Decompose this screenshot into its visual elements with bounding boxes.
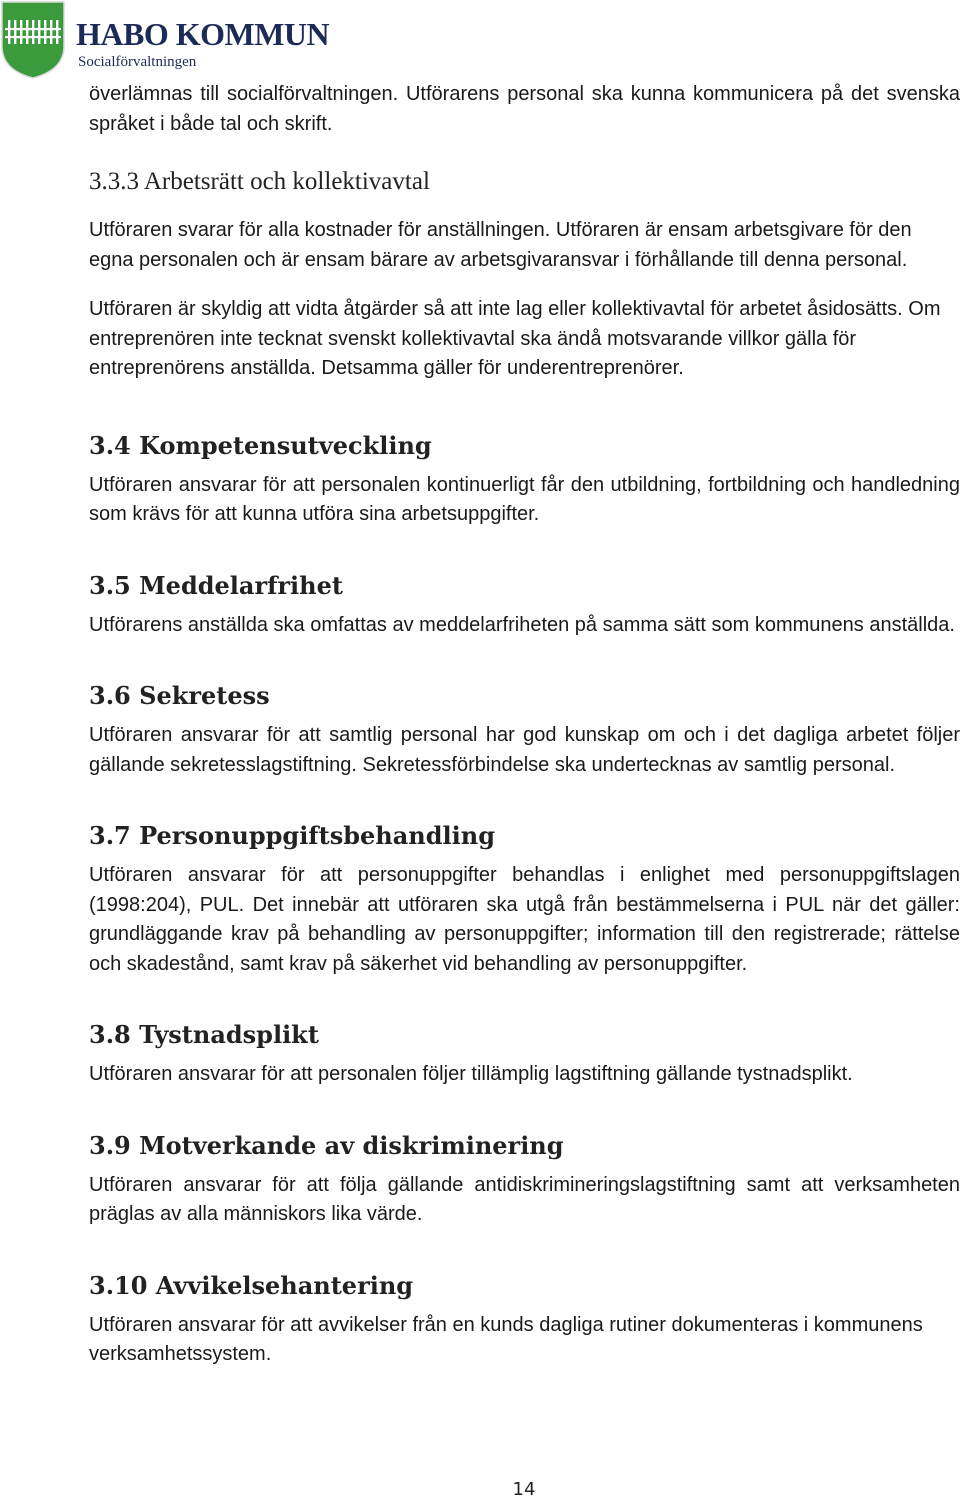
- section-3-7-heading: 3.7 Personuppgiftsbehandling: [89, 821, 495, 850]
- document-body: [89, 80, 960, 1370]
- section-3-6-paragraph: Utföraren ansvarar för att samtlig personal har god kunskap om och i det dagliga arbetet följer gällande sekretesslagstiftning. Sekretessförbindelse ska undertecknas av samtlig personal.: [89, 724, 960, 776]
- section-3-6-heading: 3.6 Sekretess: [89, 681, 270, 710]
- section-3-3-3-paragraph-2: Utföraren är skyldig att vidta åtgärder så att inte lag eller kollektivavtal för arbetet åsidosätts. Om entreprenören inte tecknat svenskt kollektivavtal ska ändå motsvarande villkor gälla för entreprenörens anställda. Detsamma gäller för underentreprenörer.: [89, 298, 941, 379]
- section-3-5-heading: 3.5 Meddelarfrihet: [89, 570, 343, 600]
- intro-paragraph: överlämnas till socialförvaltningen. Utförarens personal ska kunna kommunicera på det svenska språket i både tal och skrift.: [89, 83, 960, 135]
- habo-kommun-logo: [0, 0, 340, 80]
- org-name: HABO KOMMUN: [76, 16, 330, 52]
- section-3-3-3-heading: 3.3.3 Arbetsrätt och kollektivavtal: [89, 168, 430, 195]
- section-3-10-heading: 3.10 Avvikelsehantering: [89, 1270, 414, 1300]
- section-3-8-paragraph: Utföraren ansvarar för att personalen följer tillämplig lagstiftning gällande tystnadsplikt.: [89, 1063, 853, 1085]
- section-3-4-paragraph: Utföraren ansvarar för att personalen kontinuerligt får den utbildning, fortbildning och handledning som krävs för att kunna utföra sina arbetsuppgifter.: [89, 473, 960, 525]
- section-3-8-heading: 3.8 Tystnadsplikt: [89, 1020, 319, 1049]
- section-3-9-paragraph: Utföraren ansvarar för att följa gällande antidiskrimineringslagstiftning samt att verksamheten präglas av alla människors lika värde.: [89, 1173, 960, 1225]
- org-department: Socialförvaltningen: [78, 54, 197, 70]
- section-3-9-heading: 3.9 Motverkande av diskriminering: [89, 1130, 564, 1160]
- page-number: 14: [512, 1479, 536, 1500]
- coat-of-arms-icon: [0, 0, 66, 80]
- section-3-5-paragraph: Utförarens anställda ska omfattas av meddelarfriheten på samma sätt som kommunens anställda.: [89, 613, 955, 636]
- section-3-10-paragraph: Utföraren ansvarar för att avvikelser från en kunds dagliga rutiner dokumenteras i kommunens verksamhetssystem.: [89, 1313, 923, 1365]
- section-3-4-heading: 3.4 Kompetensutveckling: [89, 430, 432, 460]
- section-3-3-3-paragraph-1: Utföraren svarar för alla kostnader för anställningen. Utföraren är ensam arbetsgivare för den egna personalen och är ensam bärare av arbetsgivaransvar i förhållande till denna personal.: [89, 219, 912, 271]
- section-3-7-paragraph: Utföraren ansvarar för att personuppgifter behandlas i enlighet med personuppgiftslagen (1998:204), PUL. Det innebär att utföraren ska utgå från bestämmelserna i PUL när det gäller: grundläggande krav på behandling av personuppgifter; information till den registrerade; rättelse och skadestånd, samt krav på säkerhet vid behandling av personuppgifter.: [89, 864, 960, 975]
